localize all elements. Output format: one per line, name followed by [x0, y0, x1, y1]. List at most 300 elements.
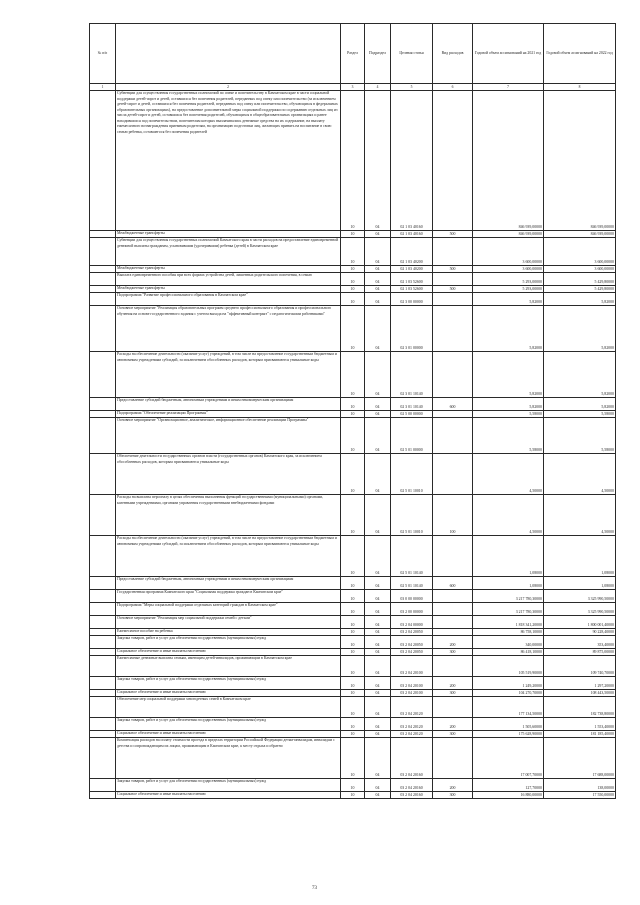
table-row: [90, 656, 616, 677]
row-2021-cell: 105 519,90000: [473, 656, 544, 677]
row-number-cell: [90, 779, 116, 792]
row-section-cell: 10: [341, 636, 365, 649]
row-subsection-cell: 04: [365, 411, 391, 418]
column-index-cell: 5: [391, 84, 433, 91]
row-2021-cell: 86 418,10000: [473, 649, 544, 656]
row-2021-cell: 3 600,00000: [473, 238, 544, 266]
table-row: [90, 238, 616, 266]
row-number-cell: [90, 603, 116, 616]
row-subsection-cell: 04: [365, 238, 391, 266]
row-number-cell: [90, 293, 116, 306]
row-2022-cell: 89 875,00000: [544, 649, 616, 656]
row-subsection-cell: 04: [365, 731, 391, 738]
row-expense-type-cell: 100: [433, 495, 473, 536]
row-section-cell: 10: [341, 731, 365, 738]
row-subsection-cell: 04: [365, 398, 391, 411]
row-2022-cell: 5 429,80000: [544, 273, 616, 286]
row-subsection-cell: 04: [365, 590, 391, 603]
row-name-cell: Ежемесячное пособие на ребенка: [116, 629, 341, 636]
row-subsection-cell: 04: [365, 656, 391, 677]
row-section-cell: 10: [341, 536, 365, 577]
row-2021-cell: 1,08000: [473, 536, 544, 577]
row-target-cell: 03 2 04 20050: [391, 636, 433, 649]
row-name-cell: Субвенции для осуществления государственных полномочий по опеке и попечительству в Камчатском крае в части социальной поддержки детей-сирот и детей, оставшихся без попечения родителей, переданных под опеку или попечительство (за исключением детей-сирот и детей, оставшихся без попечения родителей, переданных под опеку или попечительство, обучающихся в федеральных образовательных организациях), на предоставление дополнительной меры социальной поддержки по содержанию отдельных лиц из числа детей-сирот и детей, оставшихся без попечения родителей, обучающихся в общеобразовательных организациях и ранее находившихся под попечительством, попечителям которых выплачивались денежные средства на их содержание, на выплату ежемесячного вознаграждения приемным родителям, на организацию подготовки лиц, желающих принять на воспитание в свою семью ребенка, оставшегося без попечения родителей: [116, 91, 341, 231]
row-2021-cell: 104 270,70000: [473, 690, 544, 697]
row-section-cell: 10: [341, 677, 365, 690]
row-expense-type-cell: 300: [433, 731, 473, 738]
row-2021-cell: 5,82000: [473, 352, 544, 398]
row-2022-cell: 353,40000: [544, 636, 616, 649]
row-section-cell: 10: [341, 577, 365, 590]
row-2021-cell: 5 293,00000: [473, 286, 544, 293]
row-name-cell: Подпрограмма "Развитие профессионального образования в Камчатском крае": [116, 293, 341, 306]
row-number-cell: [90, 536, 116, 577]
row-number-cell: [90, 629, 116, 636]
row-number-cell: [90, 616, 116, 629]
row-subsection-cell: 04: [365, 616, 391, 629]
row-target-cell: 02 5 01 10010: [391, 454, 433, 495]
row-2021-cell: 5,58000: [473, 411, 544, 418]
row-name-cell: Межбюджетные трансферты: [116, 266, 341, 273]
row-target-cell: 03 2 04 20050: [391, 649, 433, 656]
row-section-cell: 10: [341, 91, 365, 231]
row-name-cell: Расходы на выплаты персоналу в целях обеспечения выполнения функций государственными (муниципальными) органами, казенными учреждениями, органами управления государственными внебюджетными фондами: [116, 495, 341, 536]
row-section-cell: 10: [341, 495, 365, 536]
col-section-header: Раздел: [341, 24, 365, 84]
row-name-cell: Расходы на обеспечение деятельности (оказание услуг) учреждений, в том числе на предоставление государственным бюджетным и автономным учреждениям субсидий, за исключением обособленных расходов, которым присваиваются уникальные коды: [116, 536, 341, 577]
row-target-cell: 02 5 01 10140: [391, 536, 433, 577]
row-section-cell: 10: [341, 411, 365, 418]
row-number-cell: [90, 649, 116, 656]
row-name-cell: Закупка товаров, работ и услуг для обеспечения государственных (муниципальных) нужд: [116, 636, 341, 649]
row-expense-type-cell: [433, 418, 473, 454]
row-target-cell: 02 3 00 00000: [391, 293, 433, 306]
row-2022-cell: 3 325 990,50000: [544, 603, 616, 616]
row-2022-cell: 3 600,00000: [544, 266, 616, 273]
row-2021-cell: 3 217 780,30000: [473, 590, 544, 603]
row-number-cell: [90, 418, 116, 454]
row-subsection-cell: 04: [365, 293, 391, 306]
table-row: [90, 690, 616, 697]
row-2022-cell: 4,50000: [544, 495, 616, 536]
row-section-cell: 10: [341, 649, 365, 656]
col-name-header: [116, 24, 341, 84]
budget-table: [89, 23, 616, 799]
row-number-cell: [90, 718, 116, 731]
row-target-cell: 03 2 04 20120: [391, 697, 433, 718]
row-target-cell: 03 2 04 20100: [391, 690, 433, 697]
column-index-cell: 6: [433, 84, 473, 91]
column-index-row: [90, 84, 616, 91]
row-name-cell: Основное мероприятие "Реализация мер социальной поддержки семей с детьми": [116, 616, 341, 629]
row-name-cell: Субвенции для осуществления государственных полномочий Камчатского края в части расходов на предоставление единовременной денежной выплаты гражданам, усыновившим (удочерившим) ребенка (детей) в Камчатском крае: [116, 238, 341, 266]
row-name-cell: Ежемесячные денежные выплаты семьям, имеющим детей-инвалидов, проживающим в Камчатском крае: [116, 656, 341, 677]
row-name-cell: Закупка товаров, работ и услуг для обеспечения государственных (муниципальных) нужд: [116, 718, 341, 731]
row-2022-cell: 5,82000: [544, 293, 616, 306]
row-2021-cell: 4,50000: [473, 454, 544, 495]
row-name-cell: Обеспечение деятельности государственных органов власти (государственных органов) Камчатского края, за исключением обособленных расходов, которым присваиваются уникальные коды: [116, 454, 341, 495]
row-name-cell: Компенсация расходов на оплату стоимости проезда в пределах территории Российской Федерации детям-инвалидам, инвалидам с детства и сопровождающим их лицам, проживающим в Камчатском крае, к месту отдыха и обратно: [116, 738, 341, 779]
row-section-cell: 10: [341, 697, 365, 718]
row-expense-type-cell: [433, 273, 473, 286]
row-subsection-cell: 04: [365, 577, 391, 590]
table-row: [90, 273, 616, 286]
table-row: [90, 603, 616, 616]
table-row: [90, 411, 616, 418]
row-expense-type-cell: 500: [433, 286, 473, 293]
row-target-cell: 03 2 04 20160: [391, 738, 433, 779]
table-row: [90, 629, 616, 636]
row-subsection-cell: 04: [365, 286, 391, 293]
table-row: [90, 697, 616, 718]
row-subsection-cell: 04: [365, 697, 391, 718]
row-2022-cell: 1 553,40000: [544, 718, 616, 731]
row-expense-type-cell: [433, 629, 473, 636]
row-2021-cell: 340,00000: [473, 636, 544, 649]
row-expense-type-cell: [433, 697, 473, 718]
col-2021-header: Годовой объем ассигнований на 2021 год: [473, 24, 544, 84]
row-number-cell: [90, 577, 116, 590]
row-subsection-cell: 04: [365, 306, 391, 352]
table-row: [90, 616, 616, 629]
row-2022-cell: 17 688,00000: [544, 738, 616, 779]
row-subsection-cell: 04: [365, 418, 391, 454]
row-2022-cell: 3 325 990,50000: [544, 590, 616, 603]
row-target-cell: 02 1 03 52600: [391, 273, 433, 286]
row-section-cell: 10: [341, 352, 365, 398]
row-section-cell: 10: [341, 603, 365, 616]
row-2022-cell: 1,08000: [544, 577, 616, 590]
row-name-cell: Социальное обеспечение и иные выплаты населению: [116, 731, 341, 738]
col-2022-header: Годовой объем ассигнований на 2022 год: [544, 24, 616, 84]
row-expense-type-cell: [433, 293, 473, 306]
row-target-cell: 02 1 03 40200: [391, 266, 433, 273]
row-number-cell: [90, 590, 116, 603]
row-2021-cell: 5,82000: [473, 306, 544, 352]
row-expense-type-cell: [433, 411, 473, 418]
row-target-cell: 03 2 00 00000: [391, 603, 433, 616]
row-name-cell: Подпрограмма "Меры социальной поддержки отдельных категорий граждан в Камчатском крае": [116, 603, 341, 616]
row-subsection-cell: 04: [365, 677, 391, 690]
row-target-cell: 02 1 03 40160: [391, 231, 433, 238]
row-expense-type-cell: [433, 238, 473, 266]
table-row: [90, 779, 616, 792]
row-expense-type-cell: 200: [433, 779, 473, 792]
column-index-cell: 3: [341, 84, 365, 91]
table-row: [90, 677, 616, 690]
row-subsection-cell: 04: [365, 718, 391, 731]
row-expense-type-cell: 200: [433, 636, 473, 649]
table-row: [90, 352, 616, 398]
row-expense-type-cell: [433, 656, 473, 677]
row-name-cell: Выплата единовременного пособия при всех формах устройства детей, лишенных родительского попечения, в семью: [116, 273, 341, 286]
row-name-cell: Расходы на обеспечение деятельности (оказание услуг) учреждений, в том числе на предоставление государственным бюджетным и автономным учреждениям субсидий, за исключением обособленных расходов, которым присваиваются уникальные коды: [116, 352, 341, 398]
row-target-cell: 02 5 01 10010: [391, 495, 433, 536]
column-index-cell: 8: [544, 84, 616, 91]
row-section-cell: 10: [341, 779, 365, 792]
row-number-cell: [90, 231, 116, 238]
row-2021-cell: 1 249,20000: [473, 677, 544, 690]
row-section-cell: 10: [341, 266, 365, 273]
row-target-cell: 02 3 01 10140: [391, 352, 433, 398]
row-2022-cell: 5,82000: [544, 352, 616, 398]
row-2021-cell: 5,82000: [473, 398, 544, 411]
row-expense-type-cell: 600: [433, 398, 473, 411]
row-number-cell: [90, 266, 116, 273]
row-subsection-cell: 04: [365, 792, 391, 799]
row-number-cell: [90, 731, 116, 738]
row-subsection-cell: 04: [365, 690, 391, 697]
row-target-cell: 02 1 03 52600: [391, 286, 433, 293]
row-expense-type-cell: 500: [433, 266, 473, 273]
row-2022-cell: 3 600,00000: [544, 238, 616, 266]
row-2022-cell: 181 185,40000: [544, 731, 616, 738]
row-number-cell: [90, 238, 116, 266]
row-section-cell: 10: [341, 629, 365, 636]
row-section-cell: 10: [341, 718, 365, 731]
row-name-cell: Обеспечение мер социальной поддержки многодетных семей в Камчатском крае: [116, 697, 341, 718]
row-section-cell: 10: [341, 792, 365, 799]
row-number-cell: [90, 91, 116, 231]
row-subsection-cell: 04: [365, 352, 391, 398]
table-row: [90, 286, 616, 293]
row-subsection-cell: 04: [365, 603, 391, 616]
table-row: [90, 636, 616, 649]
row-subsection-cell: 04: [365, 91, 391, 231]
row-target-cell: 02 5 00 00000: [391, 411, 433, 418]
row-name-cell: Основное мероприятие "Организационное, аналитическое, информационное обеспечение реализации Программы": [116, 418, 341, 454]
row-target-cell: 03 2 04 20160: [391, 779, 433, 792]
row-name-cell: Государственная программа Камчатского края "Социальная поддержка граждан в Камчатском крае": [116, 590, 341, 603]
row-number-cell: [90, 352, 116, 398]
row-name-cell: Основное мероприятие "Реализация образовательных программ среднего профессионального образования и профессионального обучения на основе государственного задания с учетом выхода на "эффективный контракт" с педагогическими работниками": [116, 306, 341, 352]
row-expense-type-cell: 300: [433, 690, 473, 697]
row-subsection-cell: 04: [365, 779, 391, 792]
table-row: [90, 536, 616, 577]
row-target-cell: 02 3 01 00000: [391, 306, 433, 352]
row-target-cell: 02 5 01 10140: [391, 577, 433, 590]
table-row: [90, 306, 616, 352]
row-name-cell: Закупка товаров, работ и услуг для обеспечения государственных (муниципальных) нужд: [116, 677, 341, 690]
table-row: [90, 495, 616, 536]
row-subsection-cell: 04: [365, 454, 391, 495]
row-target-cell: 02 5 01 00000: [391, 418, 433, 454]
table-row: [90, 731, 616, 738]
row-2022-cell: 1 297,20000: [544, 677, 616, 690]
row-2022-cell: 846 939,00000: [544, 91, 616, 231]
row-section-cell: 10: [341, 454, 365, 495]
row-2021-cell: 1,08000: [473, 577, 544, 590]
row-name-cell: Социальное обеспечение и иные выплаты населению: [116, 792, 341, 799]
row-target-cell: 03 2 04 20100: [391, 656, 433, 677]
row-section-cell: 10: [341, 616, 365, 629]
row-target-cell: 03 2 04 20120: [391, 731, 433, 738]
row-name-cell: Социальное обеспечение и иные выплаты населению: [116, 649, 341, 656]
row-section-cell: 10: [341, 690, 365, 697]
table-row: [90, 649, 616, 656]
row-name-cell: Социальное обеспечение и иные выплаты населению: [116, 690, 341, 697]
col-number-header: № п/п: [90, 24, 116, 84]
row-target-cell: 03 2 04 20120: [391, 718, 433, 731]
row-section-cell: 10: [341, 231, 365, 238]
row-2021-cell: 846 939,00000: [473, 91, 544, 231]
row-2022-cell: 5,58000: [544, 418, 616, 454]
row-2022-cell: 182 738,80000: [544, 697, 616, 718]
row-number-cell: [90, 697, 116, 718]
row-name-cell: Предоставление субсидий бюджетным, автономным учреждениям и иным некоммерческим организациям: [116, 577, 341, 590]
row-2022-cell: 4,50000: [544, 454, 616, 495]
row-expense-type-cell: 200: [433, 718, 473, 731]
row-subsection-cell: 04: [365, 629, 391, 636]
row-number-cell: [90, 636, 116, 649]
row-2021-cell: 5,58000: [473, 418, 544, 454]
table-row: [90, 293, 616, 306]
column-index-cell: 7: [473, 84, 544, 91]
row-subsection-cell: 04: [365, 495, 391, 536]
row-name-cell: Закупка товаров, работ и услуг для обеспечения государственных (муниципальных) нужд: [116, 779, 341, 792]
column-index-cell: 4: [365, 84, 391, 91]
row-subsection-cell: 04: [365, 231, 391, 238]
row-number-cell: [90, 454, 116, 495]
table-row: [90, 718, 616, 731]
row-2021-cell: 175 628,90000: [473, 731, 544, 738]
table-row: [90, 738, 616, 779]
row-section-cell: 10: [341, 398, 365, 411]
row-2022-cell: 90 228,40000: [544, 629, 616, 636]
row-2021-cell: 17 007,70000: [473, 738, 544, 779]
row-expense-type-cell: [433, 536, 473, 577]
table-row: [90, 454, 616, 495]
row-2022-cell: 846 939,00000: [544, 231, 616, 238]
row-number-cell: [90, 656, 116, 677]
row-section-cell: 10: [341, 306, 365, 352]
row-section-cell: 10: [341, 590, 365, 603]
row-target-cell: 03 2 04 20100: [391, 677, 433, 690]
page-number: 73: [312, 886, 317, 891]
row-2021-cell: 4,50000: [473, 495, 544, 536]
row-target-cell: 03 2 04 20050: [391, 629, 433, 636]
column-index-cell: 1: [90, 84, 116, 91]
row-target-cell: 03 0 00 00000: [391, 590, 433, 603]
row-expense-type-cell: 600: [433, 577, 473, 590]
col-target-header: Целевая статья: [391, 24, 433, 84]
table-row: [90, 418, 616, 454]
row-number-cell: [90, 398, 116, 411]
row-number-cell: [90, 690, 116, 697]
row-expense-type-cell: [433, 616, 473, 629]
row-subsection-cell: 04: [365, 636, 391, 649]
row-2022-cell: 5,58000: [544, 411, 616, 418]
row-expense-type-cell: [433, 91, 473, 231]
row-name-cell: Подпрограмма "Обеспечение реализации Программы": [116, 411, 341, 418]
row-name-cell: Предоставление субсидий бюджетным, автономным учреждениям и иным некоммерческим организациям: [116, 398, 341, 411]
row-2021-cell: 16 880,00000: [473, 792, 544, 799]
row-2021-cell: 127,70000: [473, 779, 544, 792]
row-number-cell: [90, 495, 116, 536]
row-subsection-cell: 04: [365, 536, 391, 577]
table-row: [90, 398, 616, 411]
row-subsection-cell: 04: [365, 273, 391, 286]
row-expense-type-cell: 300: [433, 792, 473, 799]
row-expense-type-cell: 500: [433, 231, 473, 238]
row-2022-cell: 5 429,80000: [544, 286, 616, 293]
row-expense-type-cell: [433, 590, 473, 603]
row-2021-cell: 5,82000: [473, 293, 544, 306]
row-name-cell: Межбюджетные трансферты: [116, 231, 341, 238]
table-row: [90, 590, 616, 603]
row-expense-type-cell: 200: [433, 677, 473, 690]
row-2021-cell: 1 818 341,20000: [473, 616, 544, 629]
column-index-cell: 2: [116, 84, 341, 91]
row-target-cell: 02 3 01 10140: [391, 398, 433, 411]
row-2021-cell: 86 758,10000: [473, 629, 544, 636]
table-row: [90, 231, 616, 238]
col-subsection-header: Подраздел: [365, 24, 391, 84]
row-target-cell: 03 2 04 00000: [391, 616, 433, 629]
row-section-cell: 10: [341, 293, 365, 306]
table-row: [90, 792, 616, 799]
row-2022-cell: 1 800 001,40000: [544, 616, 616, 629]
row-number-cell: [90, 677, 116, 690]
row-expense-type-cell: [433, 603, 473, 616]
row-2022-cell: 109 740,70000: [544, 656, 616, 677]
row-target-cell: 02 1 03 40160: [391, 91, 433, 231]
row-2022-cell: 17 550,00000: [544, 792, 616, 799]
row-number-cell: [90, 738, 116, 779]
table-row: [90, 577, 616, 590]
row-subsection-cell: 04: [365, 738, 391, 779]
table-row: [90, 266, 616, 273]
row-2021-cell: 846 939,00000: [473, 231, 544, 238]
row-2021-cell: 5 293,00000: [473, 273, 544, 286]
row-2021-cell: 177 134,50000: [473, 697, 544, 718]
row-number-cell: [90, 411, 116, 418]
row-2021-cell: 3 217 780,30000: [473, 603, 544, 616]
table-row: [90, 91, 616, 231]
row-2022-cell: 5,82000: [544, 306, 616, 352]
row-section-cell: 10: [341, 656, 365, 677]
row-number-cell: [90, 286, 116, 293]
row-subsection-cell: 04: [365, 266, 391, 273]
row-name-cell: Межбюджетные трансферты: [116, 286, 341, 293]
row-section-cell: 10: [341, 418, 365, 454]
row-number-cell: [90, 792, 116, 799]
row-2021-cell: 3 600,00000: [473, 266, 544, 273]
row-section-cell: 10: [341, 273, 365, 286]
table-body: [90, 91, 616, 799]
row-expense-type-cell: [433, 306, 473, 352]
row-expense-type-cell: [433, 352, 473, 398]
row-section-cell: 10: [341, 238, 365, 266]
row-2022-cell: 108 443,50000: [544, 690, 616, 697]
row-number-cell: [90, 306, 116, 352]
row-section-cell: 10: [341, 286, 365, 293]
row-2022-cell: 5,82000: [544, 398, 616, 411]
row-expense-type-cell: [433, 454, 473, 495]
table-header-row: [90, 24, 616, 84]
row-2022-cell: 1,08000: [544, 536, 616, 577]
row-expense-type-cell: 300: [433, 649, 473, 656]
budget-table-sheet: [89, 23, 615, 799]
row-target-cell: 03 2 04 20160: [391, 792, 433, 799]
row-target-cell: 02 1 03 40200: [391, 238, 433, 266]
col-expense-type-header: Вид расходов: [433, 24, 473, 84]
row-2021-cell: 1 505,60000: [473, 718, 544, 731]
row-expense-type-cell: [433, 738, 473, 779]
row-2022-cell: 138,00000: [544, 779, 616, 792]
row-number-cell: [90, 273, 116, 286]
row-subsection-cell: 04: [365, 649, 391, 656]
